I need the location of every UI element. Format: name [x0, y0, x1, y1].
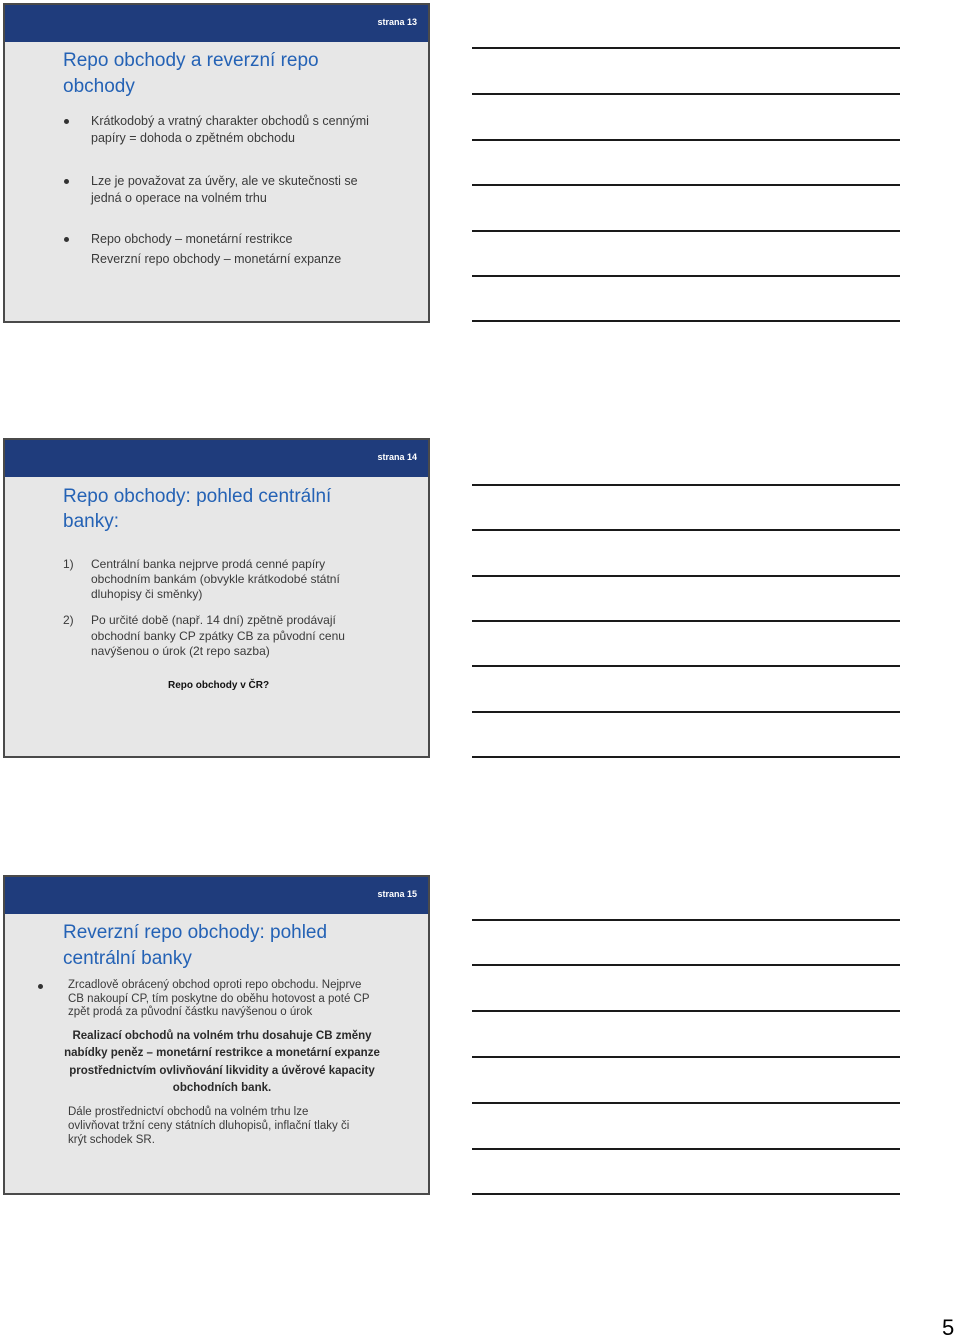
text-line: Repo obchody – monetární restrikce — [91, 232, 293, 246]
slide-header-bar — [5, 440, 428, 477]
list-number: 1) — [63, 557, 74, 571]
note-line — [472, 484, 900, 486]
note-line — [472, 184, 900, 186]
text-line: navýšenou o úrok (2t repo sazba) — [91, 644, 270, 658]
note-line — [472, 964, 900, 966]
slide-14 — [3, 438, 430, 758]
numbered-text — [91, 557, 340, 602]
text-line: zpět prodá za původní částku navýšenou o úrok — [68, 1006, 313, 1018]
note-line — [472, 711, 900, 713]
slide-title — [63, 48, 319, 100]
slide-number-label: strana 14 — [377, 452, 417, 462]
text-line: krýt schodek SR. — [68, 1134, 155, 1146]
text-line: dluhopisy či směnky) — [91, 587, 203, 601]
text-line: obchodním bankám (obvykle krátkodobé státní — [91, 572, 340, 586]
slide-header-bar — [5, 877, 428, 914]
slide-title-line: centrální banky — [63, 948, 192, 969]
note-line — [472, 47, 900, 49]
slide-title-line: banky: — [63, 511, 119, 532]
note-line — [472, 1102, 900, 1104]
note-line — [472, 1010, 900, 1012]
bullet-icon — [38, 984, 43, 989]
note-line — [472, 139, 900, 141]
text-line: ovlivňovat tržní ceny státních dluhopisů, inflační tlaky či — [68, 1120, 350, 1132]
slide-title — [63, 920, 327, 972]
slide-title-line: Repo obchody: pohled centrální — [63, 486, 332, 507]
text-line: Reverzní repo obchody – monetární expanze — [91, 252, 342, 266]
bullet-text — [91, 173, 358, 206]
bullet-text — [91, 113, 369, 147]
text-line: jedná o operace na volném trhu — [91, 190, 267, 205]
emphasis-paragraph — [25, 1028, 419, 1097]
text-line: Zrcadlově obrácený obchod oproti repo obchodu. Nejprve — [68, 979, 362, 991]
closing-text — [68, 1105, 349, 1147]
slide-13 — [3, 3, 430, 323]
note-line — [472, 320, 900, 322]
text-line: Krátkodobý a vratný charakter obchodů s cennými — [91, 114, 369, 128]
note-line — [472, 620, 900, 622]
bullet-icon — [64, 237, 69, 242]
text-line: Realizací obchodů na volném trhu dosahuje CB změny — [72, 1030, 372, 1042]
slide-header-bar — [5, 5, 428, 42]
text-line: prostřednictvím ovlivňování likvidity a úvěrové kapacity — [69, 1064, 375, 1077]
slide-15 — [3, 875, 430, 1195]
text-line: obchodních bank. — [172, 1081, 272, 1094]
question-text: Repo obchody v ČR? — [168, 680, 270, 691]
numbered-text — [91, 613, 345, 660]
note-line — [472, 575, 900, 577]
bullet-icon — [64, 119, 69, 124]
page-number: 5 — [942, 1315, 955, 1340]
text-line: Lze je považovat za úvěry, ale ve skutečnosti se — [91, 174, 358, 188]
note-line — [472, 93, 900, 95]
bullet-text — [68, 979, 370, 1020]
note-line — [472, 919, 900, 921]
text-line: Po určité době (např. 14 dní) zpětně prodávají — [91, 613, 336, 627]
text-line: Dále prostřednictví obchodů na volném trhu lze — [68, 1106, 309, 1118]
slide-title — [63, 484, 331, 534]
note-line — [472, 529, 900, 531]
note-line — [472, 1056, 900, 1058]
text-line: obchodní banky CP zpátky CB za původní cenu — [91, 628, 345, 643]
slide-title-line: Reverzní repo obchody: pohled — [63, 922, 328, 943]
note-line — [472, 275, 900, 277]
list-number: 2) — [63, 613, 74, 627]
text-line: CB nakoupí CP, tím poskytne do oběhu hotovost a poté CP — [68, 992, 370, 1005]
text-line: nabídky peněz – monetární restrikce a monetární expanze — [64, 1047, 380, 1060]
note-line — [472, 230, 900, 232]
note-line — [472, 756, 900, 758]
text-line: Centrální banka nejprve prodá cenné papíry — [91, 557, 326, 571]
slide-title-line: Repo obchody a reverzní repo — [63, 50, 319, 71]
slide-number-label: strana 15 — [377, 889, 417, 899]
note-line — [472, 1148, 900, 1150]
text-line: papíry = dohoda o zpětném obchodu — [91, 131, 295, 145]
slide-title-line: obchody — [63, 76, 135, 97]
bullet-text — [91, 229, 341, 269]
slide-number-label: strana 13 — [377, 17, 417, 27]
note-line — [472, 1193, 900, 1195]
note-line — [472, 665, 900, 667]
bullet-icon — [64, 179, 69, 184]
